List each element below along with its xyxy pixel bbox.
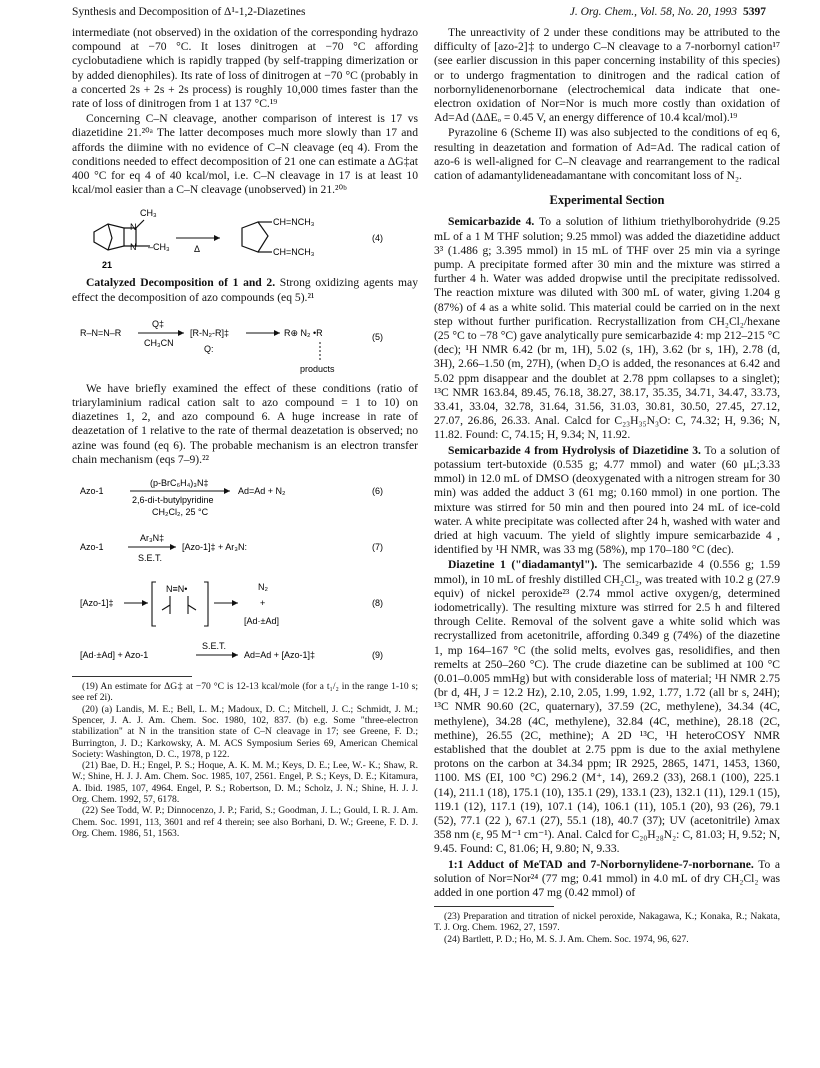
paragraph: 1:1 Adduct of MeTAD and 7-Norbornylidene-7-norbornane. To a solution of Nor=Nor²⁴ (77 mg; 0.41 mmol) in 4.0 mL of dry CH₂Cl₂ was added in one portion 47 mg (0.42 mmol) of (434, 857, 780, 899)
equation-5 (72, 306, 418, 382)
subsection-heading: Semicarbazide 4 from Hydrolysis of Diazetidine 3. (448, 443, 701, 457)
fragment-products: R⊕ N₂ •R (284, 327, 323, 338)
paragraph: Semicarbazide 4. To a solution of lithium triethylborohydride (9.25 mL of a 1 M THF solution; 9.25 mmol) was added the diazetidine adduct 3³ (1.486 g; 3.395 mmol) in 15 mL of THF over 25 min via a syringe pump. A precipitate formed after 30 min and the mixture was stirred a further 4 h. Water was added dropwise until the precipitate redissolved. The reaction mixture was diluted with 300 mL of water, giving 1.204 g (87%) of 4 as a white solid. This material could be carried on in the next step without further purification. Recrystallization from CH₂Cl₂/hexane (25 °C to −78 °C) gave analytically pure semicarbazide 4: mp 212–215 °C (dec); ¹H NMR 6.42 (br m, 1H), 5.02 (s, 1H), 3.62 (br s, 1H), 2.78 (d, 3H), 2.66–1.50 (m, 27H), (when D₂O is added, the resonances at 6.42 and 5.02 ppm disappear and the doublet at 2.78 ppm collapses to a singlet); ¹³C NMR 163.84, 89.45, 76.18, 38.27, 38.17, 35.35, 34.71, 34.47, 33.73, 33.41, 33.04, 32.78, 31.64, 31.56, 31.03, 30.81, 30.50, 27.45, 27.12, 27.07, 26.86, 26.33. Anal. Calcd for C₂₃H₃₅N₃O: C, 74.32; H, 9.36; N, 11.82. Found: C, 74.15; H, 9.34; N, 11.92. (434, 215, 780, 442)
aminium-reagent: Ar₃N‡ (140, 533, 165, 544)
eq9-products: Ad=Ad + [Azo-1]‡ (244, 650, 316, 661)
solvent-label: CH₃CN (144, 337, 174, 348)
subsection-heading: Diazetine 1 ("diadamantyl"). (448, 558, 598, 572)
page-number: 5397 (743, 6, 766, 18)
equation-number: (9) (372, 650, 383, 661)
equation-7 (72, 528, 418, 574)
paragraph: Catalyzed Decomposition of 1 and 2. Strong oxidizing agents may effect the decomposition of azo compounds (eq 5).²¹ (72, 276, 419, 304)
set-label: S.E.T. (138, 553, 163, 564)
paragraph: Semicarbazide 4 from Hydrolysis of Diazetidine 3. To a solution of potassium tert-butoxide (0.535 g; 4.77 mmol) and water (60 μL;3.33 mmol) in 12.0 mL of DMSO (deoxygenated with a nitrogen stream for 30 min) was added the adduct 3 (61 mg; 0.160 mmol) in one portion. The mixture was stirred for 50 min and then poured into 24 mL of ice-cold water. A white precipitate was collected after 24 h, washed with water and dried at high vacuum. The yield of slightly impure semicarbazide 4 , identified by ¹H NMR, was 33 mg (58%), mp 170–180 °C (dec). (434, 443, 780, 557)
section-heading: Catalyzed Decomposition of 1 and 2. (86, 276, 276, 290)
equation-8 (72, 574, 418, 636)
equation-4 (72, 198, 418, 276)
eq6-products: Ad=Ad + N₂ (238, 486, 286, 497)
azo-1-label: Azo-1 (80, 542, 104, 553)
subsection-heading: 1:1 Adduct of MeTAD and 7-Norbornylidene-7-norbornane. (448, 857, 754, 871)
section-title: Experimental Section (549, 193, 665, 208)
footnote: (23) Preparation and titration of nickel peroxide, Nakagawa, K.; Konaka, R.; Nakata, T. J. Org. Chem. 1962, 27, 1597. (434, 911, 780, 934)
n-label-bottom: N (130, 242, 137, 253)
n-label-top: N (130, 222, 137, 233)
journal-citation: J. Org. Chem., Vol. 58, No. 20, 1993 5397 (569, 6, 766, 18)
footnote-divider (72, 676, 192, 677)
right-column (434, 26, 780, 945)
eq7-products: [Azo-1]‡ + Ar₃N: (182, 542, 247, 553)
paragraph: Pyrazoline 6 (Scheme II) was also subjected to the conditions of eq 6, resulting in deazetation and formation of Ad=Ad. The radical cation of azo-6 is well-aligned for C–N cleavage and rearrangement to the radical cation of adamantylideneadamantane with concomitant loss of N₂. (434, 126, 780, 183)
oxidant-label: Q‡ (152, 318, 165, 329)
eq9-reactants: [Ad·±Ad] + Azo-1 (80, 650, 149, 661)
plus-sign: + (260, 598, 266, 609)
subsection-heading: Semicarbazide 4. (448, 215, 535, 229)
equation-number: (7) (372, 542, 383, 553)
heat-symbol: Δ (194, 244, 201, 255)
radical-cation-label: [Azo-1]‡ (80, 598, 114, 609)
equation-number: (8) (372, 598, 383, 609)
aminium-reagent: (p-BrC₆H₄)₃N‡ (150, 478, 209, 489)
equation-number: (6) (372, 486, 383, 497)
left-column (72, 26, 418, 839)
compound-number: 21 (102, 260, 113, 271)
dinitrogen-label: N₂ (258, 582, 268, 593)
footnote: (24) Bartlett, P. D.; Ho, M. S. J. Am. Chem. Soc. 1974, 96, 627. (444, 933, 689, 945)
footnote: (22) See Todd, W. P.; Dinnocenzo, J. P.; Farid, S.; Goodman, J. L.; Gould, I. R. J. Am. Chem. Soc. 1991, 113, 3601 and ref 4 therein; see also Borhani, D. W.; Greene, F. D. J. Org. Chem. 1986, 51, 1563. (72, 805, 418, 839)
paragraph: Concerning C–N cleavage, another comparison of interest is 17 vs diazetidine 21.²⁰ᵃ The latter decomposes much more slowly than 17 and affords the diimine with no evidence of C–N cleavage (eq 4). From the conditions needed to effect decomposition of 21 one can estimate a ΔG‡at 400 °C for eq 4 of 40 kcal/mol, i.e. C–N cleavage in 17 is at least 10 kcal/mol easier than a C–N cleavage (unobserved) in 21.²⁰ᵇ (72, 112, 418, 197)
set-label: S.E.T. (202, 641, 227, 652)
reduced-oxidant-label: Q: (204, 343, 214, 354)
paragraph: Diazetine 1 ("diadamantyl"). The semicarbazide 4 (0.556 g; 1.59 mmol), in 10 mL of freshly distilled CH₂Cl₂, was treated with 10.2 g (27.9 equiv) of nickel peroxide²³ (2.74 mmol active oxygen/g, determined iodometrically). The resulting mixture was stirred for 2.5 h and filtered through Celite. Removal of the solvent gave a white solid which was recrystallized from acetonitrile, affording 0.349 g (74%) of the diazetine 1, mp 164–167 °C (the solid melts, evolves gas, resolidifies, and then remelts at 250–260 °C). The crude diazetine can be sublimed at 100 °C (0.01–0.005 mmHg) but with considerable loss of material; ¹H NMR 2.75 (br d, 4H, J = 12.2 Hz), 2.10, 2.05, 1.99, 1.92, 1.77, 1.72 (all br s, 24H); ¹³C NMR 90.60 (2C, quaternary), 37.59 (2C, methylene), 34.34 (4C, methylene), 34.28 (4C, methylene), 32.84 (4C, methine), 28.18 (2C, methine), 26.55 (2C, methine); A 2D ¹³C, ¹H heteroCOSY NMR established that the doublet at 2.75 ppm is due to the axial methylene protons on the carbon at 34.34 ppm; IR 2925, 2865, 1471, 1453, 1360, 1100. MS (EI, 100 °C) 296.2 (M⁺, 14), 269.2 (33), 268.1 (100), 225.1 (14), 211.1 (18), 175.1 (10), 135.1 (29), 133.1 (23), 132.1 (11), 129.1 (15), 119.1 (12), 117.1 (19), 107.1 (14), 106.1 (11), 105.1 (20), 93 (26), 79.1 (52), 77.1 (22 ), 67.1 (27), 55.1 (18), 40.7 (37); UV (acetonitrile) λmax 358 nm (ε, 95 M⁻¹ cm⁻¹). Anal. Calcd for C₂₀H₂₈N₂: C, 81.03; H, 9.52; N, 9.45. Found: C, 81.06; H, 9.80; N, 9.33. (434, 558, 780, 856)
solvent-conditions: CH₂Cl₂, 25 °C (152, 507, 209, 518)
azo-1-label: Azo-1 (80, 486, 104, 497)
paragraph: The unreactivity of 2 under these conditions may be attributed to the difficulty of [azo-2]‡ to undergo C–N cleavage to a 7-norbornyl cation¹⁷ (see earlier discussion in this paper concerning instability of this species) or to undergo fragmentation to dinitrogen and the radical cation of norbornylidenenorbornane (electrochemical data indicate that one-electron oxidation of Nor=Nor is much more costly than oxidation of Ad=Ad (ΔΔEₒ = 0.45 V, an energy difference of 10.4 kcal/mol).¹⁹ (434, 26, 780, 125)
imine-label-bottom: CH=NCH₃ (273, 247, 315, 258)
paragraph: intermediate (not observed) in the oxidation of the corresponding hydrazo compound at −70 °C. It loses dinitrogen at −70 °C affording cyclobutadiene which is rapidly trapped (by self-trapping dimerization or by added dienophiles). Its rate of loss of dinitrogen at −70 °C (probably in a concerted 2s + 2s + 2s process) is roughly 10,000 times faster than the rate of loss of dinitrogen from 1 at 137 °C.¹⁹ (72, 26, 418, 111)
footnote: (21) Bae, D. H.; Engel, P. S.; Hoque, A. K. M. M.; Keys, D. E.; Lee, W.- K.; Shaw, R. W.; Shine, H. J. J. Am. Chem. Soc. 1985, 107, 2561. Engel, P. S.; Keys, D. E.; Kitamura, A. Ibid. 1985, 107, 4964. Engel, P. S.; Robertson, D. M.; Scholz, J. N.; Shine, H. J. J. Org. Chem. 1992, 57, 6178. (72, 760, 418, 806)
equation-number: (5) (372, 331, 383, 342)
equation-number: (4) (372, 233, 383, 244)
footnotes-right (434, 911, 780, 945)
products-label: products (300, 363, 335, 374)
imine-label-top: CH=NCH₃ (273, 217, 315, 228)
azo-reactant: R–N=N–R (80, 327, 122, 338)
paragraph: We have briefly examined the effect of these conditions (ratio of triarylaminium radical cation salt to azo compound = 1 to 10) on diazetines 1, 2, and azo compound 6. A huge increase in rate of deazetation of 1 relative to the rate of thermal deazetation is observed; no azine was found (eq 6). The probable mechanism is an electron transfer chain mechanism (eqs 7–9).²² (72, 381, 418, 466)
diazenyl-label: N≡N• (166, 584, 188, 595)
footnote-divider (434, 906, 554, 907)
base-reagent: 2,6-di-t-butylpyridine (132, 495, 214, 506)
running-header (72, 6, 766, 24)
methyl-label-side: –CH₃ (148, 242, 170, 253)
running-title: Synthesis and Decomposition of Δ¹-1,2-Diazetines (72, 6, 306, 18)
footnote: (20) (a) Landis, M. E.; Bell, L. M.; Madoux, D. C.; Mitchell, J. C.; Schmidt, J. M.; Spencer, J. A. J. Am. Chem. Soc. 1980, 102, 837. (b) e.g. Some "three-electron stabilization" at N in the transition state of C–N cleavage in 17; see Greene, F. D.; Burrington, J. D.; Karkowsky, A. M. ACS Symposium Series 69, American Chemical Society: Washington, D. C., 1978, p 122. (72, 703, 418, 760)
equation-6 (72, 468, 418, 528)
equation-9 (72, 636, 418, 670)
methyl-label-top: CH₃ (140, 208, 157, 219)
ad-radical-cation: [Ad·±Ad] (244, 616, 279, 627)
footnote: (19) An estimate for ΔG‡ at −70 °C is 12-13 kcal/mole (for a t₁/₂ in the range 1-10 s; see ref 2i). (72, 681, 418, 704)
intermediate-label: [R-N₂-R]‡ (190, 327, 229, 338)
footnotes-left (72, 681, 418, 839)
